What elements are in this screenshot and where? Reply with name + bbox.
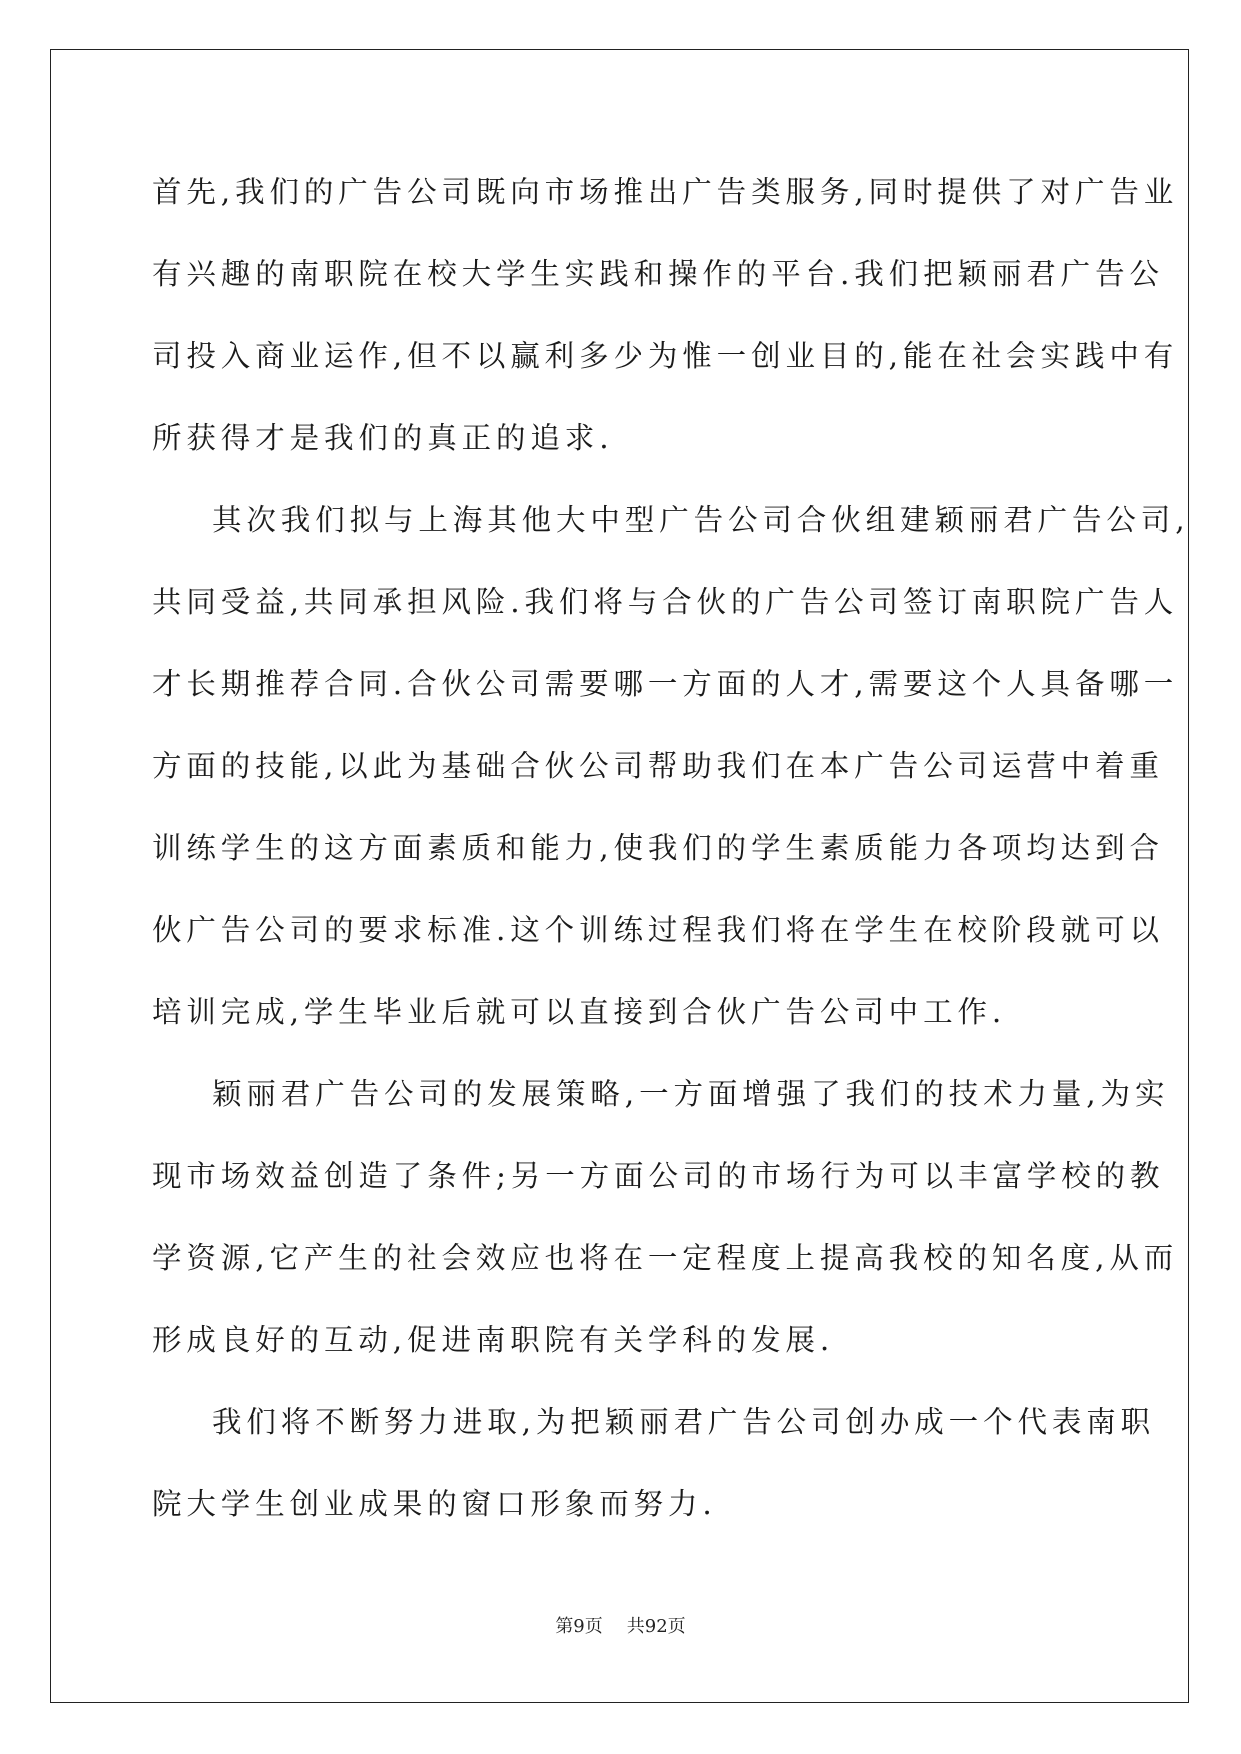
text-line: 有兴趣的南职院在校大学生实践和操作的平台.我们把颖丽君广告公 (152, 257, 1164, 291)
text-line: 伙广告公司的要求标准.这个训练过程我们将在学生在校阶段就可以 (152, 913, 1164, 947)
text-line: 培训完成,学生毕业后就可以直接到合伙广告公司中工作. (152, 995, 1007, 1029)
text-line: 学资源,它产生的社会效应也将在一定程度上提高我校的知名度,从而 (152, 1241, 1179, 1275)
text-line: 我们将不断努力进取,为把颖丽君广告公司创办成一个代表南职 (212, 1405, 1156, 1439)
text-line: 训练学生的这方面素质和能力,使我们的学生素质能力各项均达到合 (152, 831, 1164, 865)
page-total: 共92页 (626, 1616, 686, 1637)
document-body (152, 157, 1190, 1551)
text-line: 其次我们拟与上海其他大中型广告公司合伙组建颖丽君广告公司, (212, 503, 1190, 537)
text-line: 司投入商业运作,但不以赢利多少为惟一创业目的,能在社会实践中有 (152, 339, 1179, 373)
text-line: 现市场效益创造了条件;另一方面公司的市场行为可以丰富学校的教 (152, 1159, 1165, 1193)
text-line: 共同受益,共同承担风险.我们将与合伙的广告公司签订南职院广告人 (152, 585, 1179, 619)
page-footer (0, 1612, 1241, 1638)
text-line: 才长期推荐合同.合伙公司需要哪一方面的人才,需要这个人具备哪一 (152, 667, 1179, 701)
text-line: 方面的技能,以此为基础合伙公司帮助我们在本广告公司运营中着重 (152, 749, 1164, 783)
text-line: 所获得才是我们的真正的追求. (152, 421, 614, 455)
page-number: 第9页 (555, 1616, 603, 1637)
text-line: 形成良好的互动,促进南职院有关学科的发展. (152, 1323, 835, 1357)
text-line: 颖丽君广告公司的发展策略,一方面增强了我们的技术力量,为实 (212, 1077, 1170, 1111)
text-line: 院大学生创业成果的窗口形象而努力. (152, 1487, 717, 1521)
text-line: 首先,我们的广告公司既向市场推出广告类服务,同时提供了对广告业 (152, 175, 1179, 209)
